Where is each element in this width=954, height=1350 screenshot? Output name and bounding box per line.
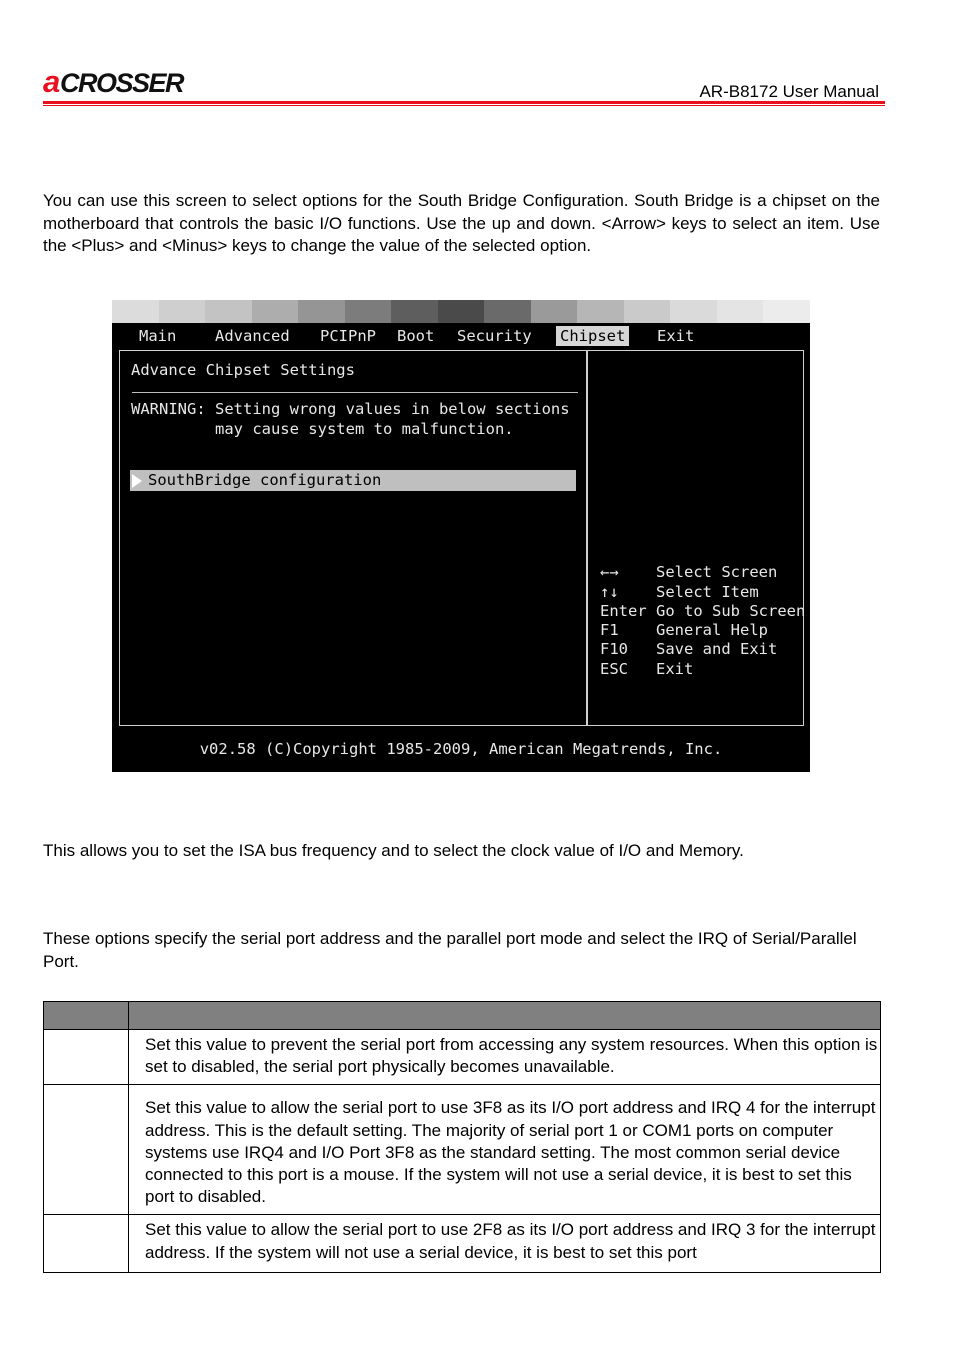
table-cell-description: Set this value to allow the serial port to use 2F8 as its I/O port address and IRQ 3 for the interrupt address. If the system will not use a serial device, it is best to set this port — [129, 1215, 881, 1272]
bios-panel-title: Advance Chipset Settings — [131, 361, 355, 379]
serial-port-options-table — [43, 1001, 881, 1273]
bios-menu-boot[interactable]: Boot — [397, 327, 435, 345]
table-row — [44, 1215, 881, 1272]
bios-warning-line1: WARNING: Setting wrong values in below sections — [131, 400, 570, 418]
table-cell-option — [44, 1030, 129, 1085]
intro-paragraph: You can use this screen to select options for the South Bridge Configuration. South Bridge is a chipset on the motherboard that controls the basic I/O functions. Use the up and down. <Arrow> keys to select an item. Use the <Plus> and <Minus> keys to change the value of the selected option. — [43, 191, 880, 255]
table-cell-option — [44, 1215, 129, 1272]
table-cell-option — [44, 1085, 129, 1215]
table-header-description — [129, 1002, 881, 1030]
submenu-arrow-icon — [132, 474, 142, 488]
acrosser-logo — [43, 62, 203, 98]
table-cell-description: Set this value to allow the serial port to use 3F8 as its I/O port address and IRQ 4 for the interrupt address. This is the default setting. The majority of serial port 1 or COM1 ports on computer systems use IRQ4 and I/O Port 3F8 as the standard setting. The most common serial device connected to this port is a mouse. If the system will not use a serial device, it is best to set this port to disabled. — [129, 1085, 881, 1215]
bios-help-panel: ←→ Select Screen ↑↓ Select Item Enter Go to Sub Screen F1 General Help F10 Save and Exit ESC Exit — [587, 350, 804, 726]
serial-paragraph: These options specify the serial port address and the parallel port mode and select the IRQ of Serial/Parallel Port. — [43, 929, 857, 971]
table-header-row — [44, 1002, 881, 1030]
bios-menu-main[interactable]: Main — [139, 327, 177, 345]
bios-copyright: v02.58 (C)Copyright 1985-2009, American Megatrends, Inc. — [199, 740, 723, 758]
table-header-option — [44, 1002, 129, 1030]
bios-screenshot — [112, 300, 810, 772]
left-right-arrows-icon: ←→ — [600, 563, 619, 581]
svg-text:CROSSER: CROSSER — [60, 68, 184, 98]
bios-title-bar — [112, 300, 810, 323]
bios-menu-security[interactable]: Security — [457, 327, 532, 345]
bios-menu-advanced[interactable]: Advanced — [215, 327, 290, 345]
table-row — [44, 1085, 881, 1215]
bios-item-label: SouthBridge configuration — [148, 471, 382, 489]
svg-text:a: a — [43, 64, 61, 98]
isa-paragraph: This allows you to set the ISA bus frequency and to select the clock value of I/O and Memory. — [43, 841, 744, 860]
table-cell-description: Set this value to prevent the serial port from accessing any system resources. When this option is set to disabled, the serial port physically becomes unavailable. — [129, 1030, 881, 1085]
bios-settings-panel — [119, 350, 587, 726]
manual-title: AR-B8172 User Manual — [699, 82, 879, 101]
up-down-arrows-icon: ↑↓ — [600, 583, 619, 601]
bios-separator — [132, 392, 578, 393]
header-rule — [43, 101, 885, 104]
bios-menu-chipset[interactable]: Chipset — [556, 326, 629, 346]
bios-menu-bar — [112, 324, 810, 348]
table-row — [44, 1030, 881, 1085]
bios-menu-pcipnp[interactable]: PCIPnP — [320, 327, 376, 345]
bios-menu-exit[interactable]: Exit — [657, 327, 695, 345]
bios-item-southbridge[interactable] — [130, 470, 576, 491]
bios-warning-line2: may cause system to malfunction. — [131, 420, 514, 438]
header-rule-thin — [43, 105, 885, 106]
